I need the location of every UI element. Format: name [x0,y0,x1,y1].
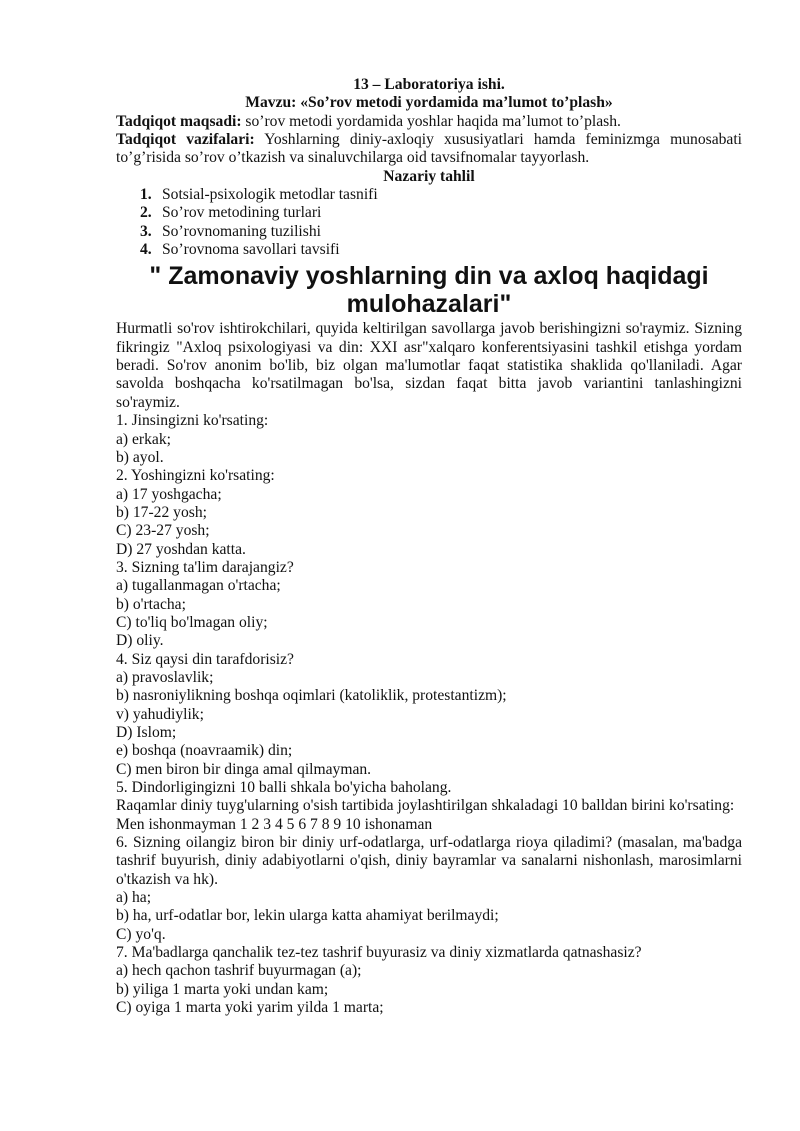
answer-option: C) yo'q. [116,925,166,943]
rating-scale: Men ishonmayman 1 2 3 4 5 6 7 8 9 10 ishonaman [116,815,433,833]
answer-option: C) oyiga 1 marta yoki yarim yilda 1 marta; [116,999,384,1017]
list-item-number: 2. [140,204,152,222]
question-text: 6. Sizning oilangiz biron bir diniy urf-odatlarga, urf-odatlarga rioya qiladimi? (masalan, ma'badga tashrif buyurish, diniy adabiyotlarni o'qish, diniy bayramlar va sanalarni nishonlash, marosimlarni o'tkazish va hk). [116,834,742,888]
answer-option: b) ayol. [116,448,164,466]
list-item-number: 1. [140,186,152,204]
answer-option: D) oliy. [116,632,164,650]
tasks-paragraph [116,131,742,168]
list-item-text: So’rov metodining turlari [162,204,322,222]
answer-option: a) tugallanmagan o'rtacha; [116,577,281,595]
list-item [140,186,742,204]
question-instruction: Raqamlar diniy tuyg'ularning o'sish tartibida joylashtirilgan shkaladagi 10 balldan birini ko'rsating: [116,797,735,815]
answer-option: a) hech qachon tashrif buyurmagan (a); [116,962,362,980]
list-item [140,223,742,241]
answer-option: a) pravoslavlik; [116,668,214,686]
answer-option: b) ha, urf-odatlar bor, lekin ularga katta ahamiyat berilmaydi; [116,907,499,925]
survey-title-line: mulohazalari" [346,290,512,319]
lab-title: 13 – Laboratoriya ishi. [353,76,505,93]
question-text: 1. Jinsingizni ko'rsating: [116,412,269,430]
tasks-label: Tadqiqot vazifalari: [116,131,255,149]
purpose-text: so’rov metodi yordamida yoshlar haqida ma’lumot to’plash. [241,112,621,130]
survey-title-line: " Zamonaviy yoshlarning din va axloq haqidagi [149,262,709,291]
answer-option: v) yahudiylik; [116,705,204,723]
answer-option: C) to'liq bo'lmagan oliy; [116,613,268,631]
question-3 [116,559,742,651]
question-text: 2. Yoshingizni ko'rsating: [116,467,275,485]
answer-option: a) erkak; [116,430,171,448]
list-item [140,241,742,259]
question-5 [116,779,742,834]
answer-option: a) ha; [116,889,152,907]
answer-option: e) boshqa (noavraamik) din; [116,742,293,760]
question-2 [116,467,742,559]
answer-option: b) o'rtacha; [116,595,186,613]
question-7 [116,944,742,1017]
question-text: 3. Sizning ta'lim darajangiz? [116,558,294,576]
answer-option: C) men biron bir dinga amal qilmayman. [116,760,372,778]
answer-option: b) 17-22 yosh; [116,503,207,521]
answer-option: C) 23-27 yosh; [116,522,210,540]
topic-title: Mavzu: «So’rov metodi yordamida ma’lumot to’plash» [245,94,613,112]
question-6 [116,834,742,944]
answer-option: D) 27 yoshdan katta. [116,540,246,558]
list-item-text: Sotsial-psixologik metodlar tasnifi [162,186,378,204]
question-text: 5. Dindorligingizni 10 balli shkala bo'yicha baholang. [116,779,452,797]
list-item-number: 3. [140,222,152,240]
answer-option: b) nasroniylikning boshqa oqimlari (katoliklik, protestantizm); [116,687,507,705]
list-item-number: 4. [140,241,152,259]
question-text: 4. Siz qaysi din tarafdorisiz? [116,650,294,668]
question-1 [116,412,742,467]
theory-heading: Nazariy tahlil [383,167,475,185]
theory-list [116,186,742,259]
list-item-text: So’rovnoma savollari tavsifi [162,241,340,259]
survey-intro: Hurmatli so'rov ishtirokchilari, quyida keltirilgan savollarga javob berishingizni so'raymiz. Sizning fikringiz "Axloq psixologiyasi va din: XXI asr"xalqaro konferentsiyasini tashkil etishga yordam beradi. So'rov anonim bo'lib, biz olgan ma'lumotlar faqat statistika shaklida qo'llaniladi. Agar savolda boshqacha ko'rsatilmagan bo'lsa, sizdan faqat bitta javob variantini tanlashingizni so'raymiz. [116,320,742,411]
list-item [140,204,742,222]
question-4 [116,651,742,779]
purpose-paragraph [116,113,742,131]
answer-option: D) Islom; [116,724,177,741]
survey-title [116,262,742,318]
answer-option: b) yiliga 1 marta yoki undan kam; [116,980,329,998]
answer-option: a) 17 yoshgacha; [116,485,222,503]
purpose-label: Tadqiqot maqsadi: [116,112,242,130]
tasks-text: Yoshlarning diniy-axloqiy xususiyatlari hamda feminizmga munosabati to’g’risida so’rov o’tkazish va sinaluvchilarga oid tavsifnomalar tayyorlash. [116,131,742,167]
question-text: 7. Ma'badlarga qanchalik tez-tez tashrif buyurasiz va diniy xizmatlarda qatnashasiz? [116,944,642,962]
list-item-text: So’rovnomaning tuzilishi [162,222,321,240]
